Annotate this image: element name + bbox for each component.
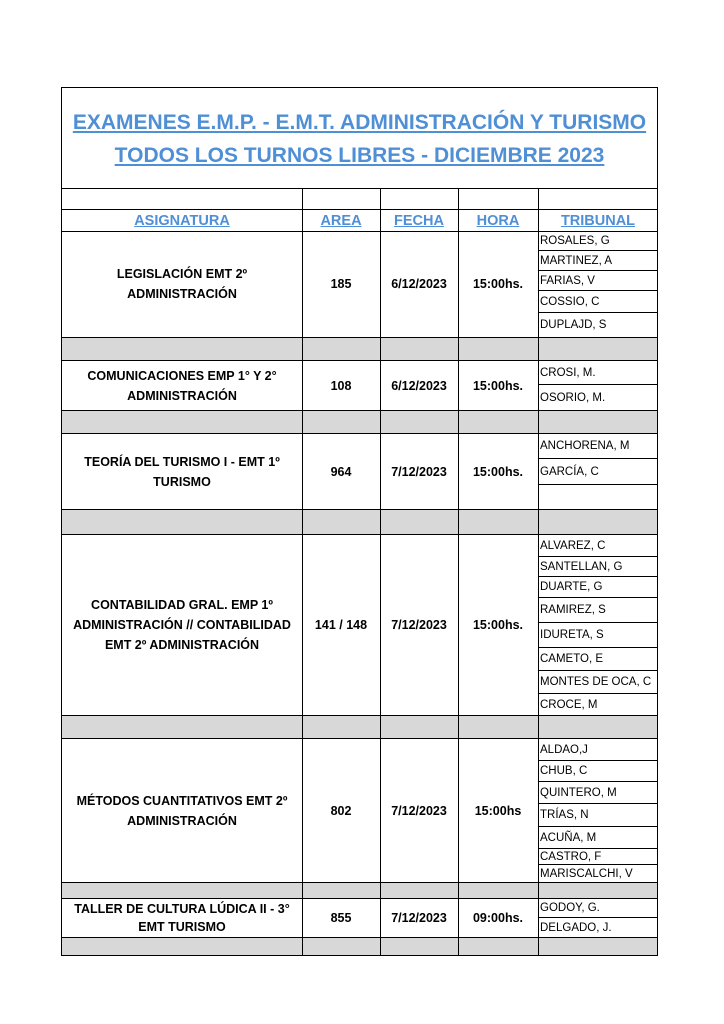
row-fecha: 7/12/2023	[391, 803, 447, 818]
header-asignatura: ASIGNATURA	[134, 213, 230, 229]
tribunal-member: IDURETA, S	[538, 623, 658, 648]
separator-row	[62, 509, 657, 535]
row-hora: 15:00hs	[474, 803, 522, 818]
row-asignatura: CONTABILIDAD GRAL. EMP 1º ADMINISTRACIÓN // CONTABILIDAD EMT 2º ADMINISTRACIÓN	[73, 598, 291, 652]
tribunal-member: MARISCALCHI, V	[540, 867, 633, 880]
tribunal-member: QUINTERO, M	[538, 782, 658, 804]
row-asignatura: LEGISLACIÓN EMT 2º ADMINISTRACIÓN	[116, 267, 248, 301]
tribunal-member: CHUB, C	[538, 761, 658, 782]
tribunal-member: GARCÍA, C	[538, 459, 658, 485]
tribunal-member: MONTES DE OCA, C	[538, 671, 658, 694]
tribunal-member: DELGADO, J.	[540, 921, 612, 934]
separator-row	[62, 337, 657, 361]
separator-row	[62, 937, 657, 956]
row-area: 108	[330, 378, 352, 393]
tribunal-member: CROCE, M	[540, 698, 598, 711]
row-fecha: 7/12/2023	[391, 911, 447, 925]
row-hora: 15:00hs.	[472, 378, 524, 393]
row-fecha: 7/12/2023	[391, 618, 447, 632]
row-area: 802	[330, 803, 352, 818]
row-hora: 09:00hs.	[472, 911, 524, 925]
row-area: 964	[330, 464, 352, 479]
tribunal-member: MARTINEZ, A	[538, 251, 658, 271]
tribunal-member: ROSALES, G	[538, 231, 658, 251]
separator-row	[62, 715, 657, 739]
tribunal-member: GODOY, G.	[538, 899, 658, 918]
header-area: AREA	[320, 213, 362, 229]
row-fecha: 6/12/2023	[391, 277, 447, 291]
tribunal-member: ALDAO,J	[538, 739, 658, 761]
row-area: 141 / 148	[314, 618, 368, 632]
tribunal-member: FARIAS, V	[538, 271, 658, 291]
tribunal-member: CROSI, M.	[538, 361, 658, 385]
row-asignatura: TALLER DE CULTURA LÚDICA II - 3° EMT TURISMO	[74, 902, 290, 934]
separator-row	[62, 882, 657, 899]
tribunal-member: RAMIREZ, S	[538, 598, 658, 623]
tribunal-member: ANCHORENA, M	[538, 434, 658, 459]
row-asignatura: TEORÍA DEL TURISMO I - EMT 1º TURISMO	[84, 454, 280, 489]
blank-row-divider	[62, 209, 657, 210]
tribunal-member: OSORIO, M.	[540, 391, 606, 404]
tribunal-member: ACUÑA, M	[538, 827, 658, 849]
row-fecha: 7/12/2023	[391, 464, 447, 479]
tribunal-member: ALVAREZ, C	[538, 535, 658, 557]
tribunal-member: CAMETO, E	[538, 648, 658, 671]
row-area: 185	[330, 277, 352, 291]
tribunal-member: TRÍAS, N	[538, 804, 658, 827]
title-line-1: EXAMENES E.M.P. - E.M.T. ADMINISTRACIÓN Y TURISMO	[72, 111, 647, 134]
header-hora: HORA	[476, 213, 520, 229]
header-tribunal: TRIBUNAL	[560, 213, 636, 229]
tribunal-member: DUARTE, G	[538, 577, 658, 598]
row-asignatura: MÉTODOS CUANTITATIVOS EMT 2º ADMINISTRACIÓN	[76, 793, 288, 828]
tribunal-member: COSSIO, C	[538, 291, 658, 313]
row-hora: 15:00hs.	[472, 618, 524, 632]
tribunal-member: CASTRO, F	[538, 849, 658, 865]
row-fecha: 6/12/2023	[391, 378, 447, 393]
tribunal-member	[538, 485, 658, 509]
row-asignatura: COMUNICACIONES EMP 1° Y 2° ADMINISTRACIÓN	[87, 368, 277, 403]
row-area: 855	[330, 911, 352, 925]
title-divider	[62, 188, 657, 189]
title-line-2: TODOS LOS TURNOS LIBRES - DICIEMBRE 2023	[114, 144, 605, 167]
separator-row	[62, 410, 657, 434]
header-fecha: FECHA	[394, 213, 444, 229]
tribunal-member: SANTELLAN, G	[538, 557, 658, 577]
exam-schedule-sheet	[61, 87, 658, 956]
tribunal-member: DUPLAJD, S	[540, 319, 607, 331]
row-hora: 15:00hs.	[472, 464, 524, 479]
row-hora: 15:00hs.	[472, 277, 524, 291]
